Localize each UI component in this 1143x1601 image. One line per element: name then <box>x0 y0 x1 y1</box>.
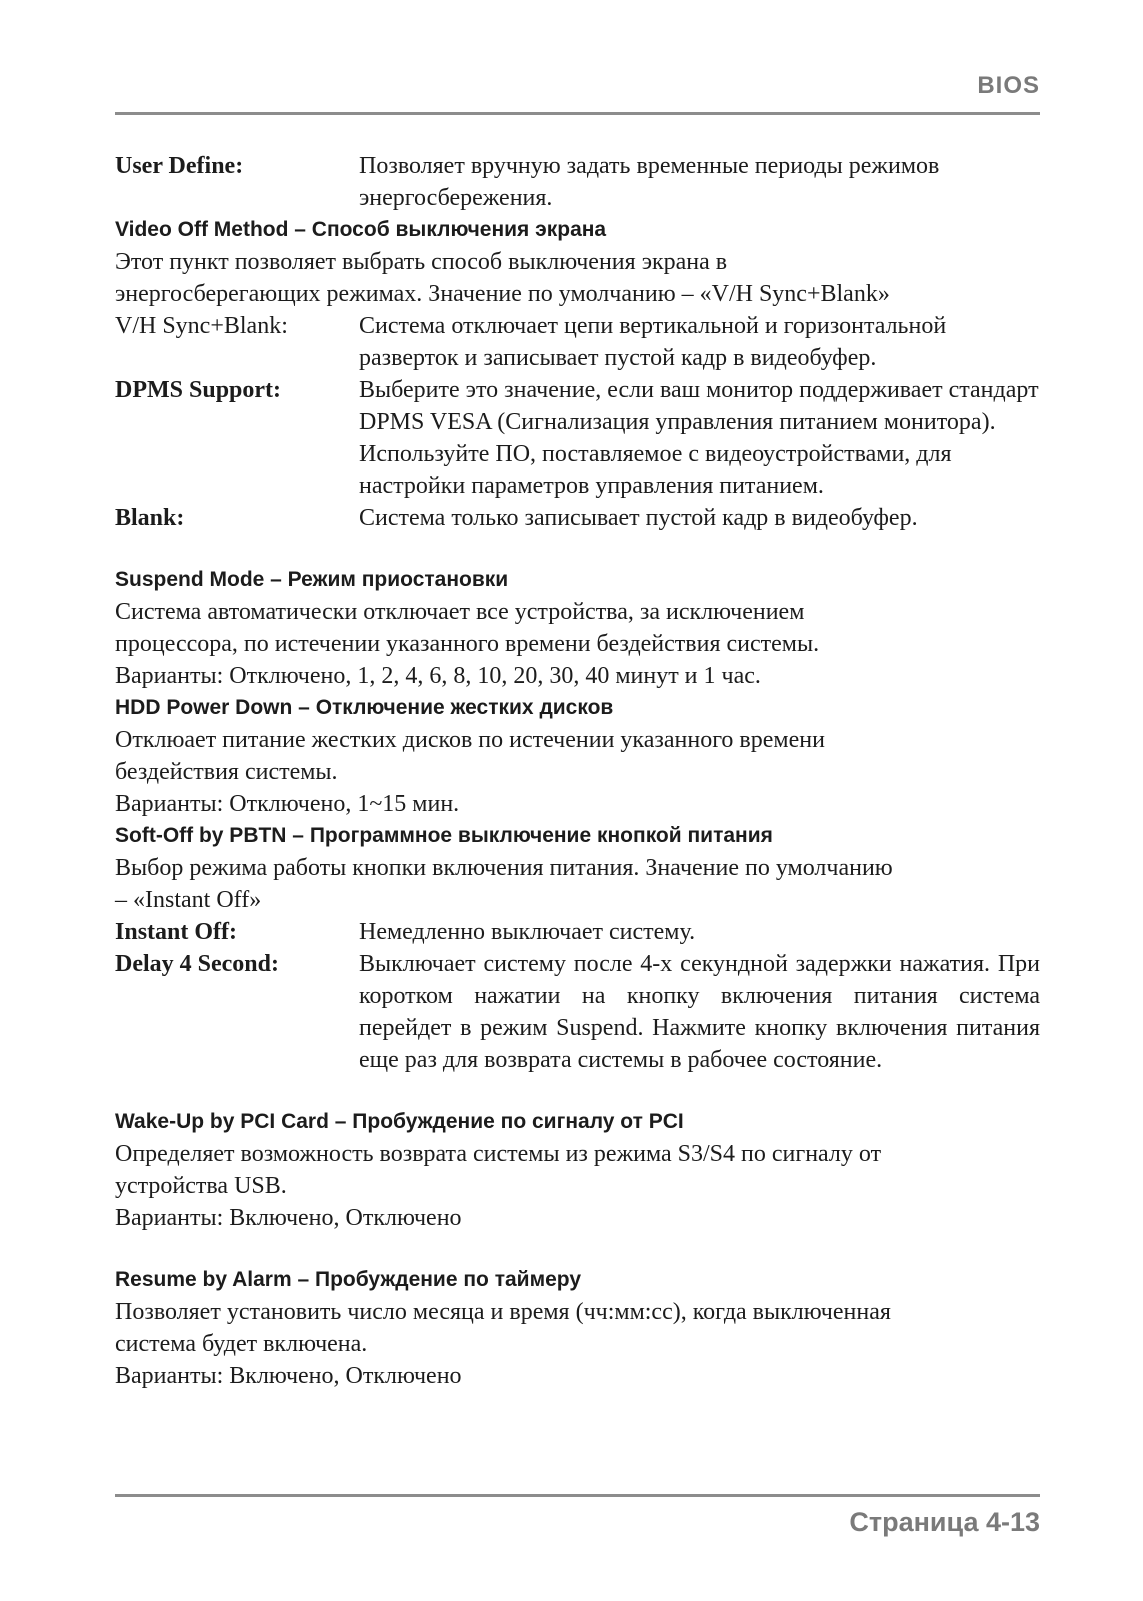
softoff-line-1: Выбор режима работы кнопки включения питания. Значение по умолчанию <box>115 855 893 881</box>
hdd-options: Варианты: Отключено, 1~15 мин. <box>115 791 460 817</box>
instant-off-desc: Немедленно выключает систему. <box>359 919 696 945</box>
hdd-line-2: бездействия системы. <box>115 759 338 785</box>
wakeup-options: Варианты: Включено, Отключено <box>115 1205 462 1231</box>
alarm-line-1: Позволяет установить число месяца и время (чч:мм:сс), когда выключенная <box>115 1299 891 1325</box>
wakeup-line-1: Определяет возможность возврата системы из режима S3/S4 по сигналу от <box>115 1141 882 1167</box>
delay-entry <box>115 948 1040 1076</box>
user-define-desc: Позволяет вручную задать временные периоды режимов энергосбережения. <box>359 153 940 211</box>
header-rule <box>115 112 1040 115</box>
blank-entry <box>115 502 1040 534</box>
suspend-line-2: процессора, по истечении указанного времени бездействия системы. <box>115 631 820 657</box>
delay-term: Delay 4 Second: <box>115 951 279 977</box>
hdd-line-1: Отклюает питание жестких дисков по истечении указанного времени <box>115 727 825 753</box>
dpms-desc: Выберите это значение, если ваш монитор поддерживает стандарт DPMS VESA (Сигнализация управления питанием монитора). Используйте ПО, поставляемое с видеоустройствами, для настройки параметров управления питанием. <box>359 377 1039 499</box>
vh-sync-entry <box>115 310 1040 374</box>
dpms-term: DPMS Support: <box>115 377 282 403</box>
softoff-heading: Soft-Off by PBTN – Программное выключение кнопкой питания <box>115 824 773 847</box>
blank-term: Blank: <box>115 505 185 531</box>
wakeup-heading: Wake-Up by PCI Card – Пробуждение по сигналу от PCI <box>115 1110 684 1133</box>
alarm-options: Варианты: Включено, Отключено <box>115 1363 462 1389</box>
manual-page <box>115 0 1040 1601</box>
suspend-heading: Suspend Mode – Режим приостановки <box>115 568 509 591</box>
suspend-options: Варианты: Отключено, 1, 2, 4, 6, 8, 10, 20, 30, 40 минут и 1 час. <box>115 663 761 689</box>
instant-off-entry <box>115 916 1040 948</box>
instant-off-term: Instant Off: <box>115 919 238 945</box>
page-content <box>115 150 1040 1392</box>
vh-sync-desc: Система отключает цепи вертикальной и горизонтальной разверток и записывает пустой кадр в видеобуфер. <box>359 313 947 371</box>
delay-desc: Выключает систему после 4-х секундной задержки нажатия. При коротком нажатии на кнопку включения питания система перейдет в режим Suspend. Нажмите кнопку включения питания еще раз для возврата системы в рабочее состояние. <box>359 951 1040 1073</box>
video-off-intro-line-2: энергосберегающих режимах. Значение по умолчанию – «V/H Sync+Blank» <box>115 281 890 307</box>
user-define-term: User Define: <box>115 153 244 179</box>
video-off-heading: Video Off Method – Способ выключения экрана <box>115 218 607 241</box>
footer-rule <box>115 1494 1040 1497</box>
page-number: Страница 4-13 <box>849 1507 1040 1537</box>
dpms-entry <box>115 374 1040 502</box>
wakeup-line-2: устройства USB. <box>115 1173 287 1199</box>
video-off-intro-line-1: Этот пункт позволяет выбрать способ выключения экрана в <box>115 249 728 275</box>
blank-desc: Система только записывает пустой кадр в видеобуфер. <box>359 505 918 531</box>
user-define-entry <box>115 150 1040 214</box>
vh-sync-term: V/H Sync+Blank: <box>115 313 288 339</box>
suspend-line-1: Система автоматически отключает все устройства, за исключением <box>115 599 805 625</box>
alarm-line-2: система будет включена. <box>115 1331 368 1357</box>
alarm-heading: Resume by Alarm – Пробуждение по таймеру <box>115 1268 582 1291</box>
hdd-heading: HDD Power Down – Отключение жестких дисков <box>115 696 614 719</box>
softoff-line-2: – «Instant Off» <box>115 887 262 913</box>
section-header: BIOS <box>977 72 1040 99</box>
